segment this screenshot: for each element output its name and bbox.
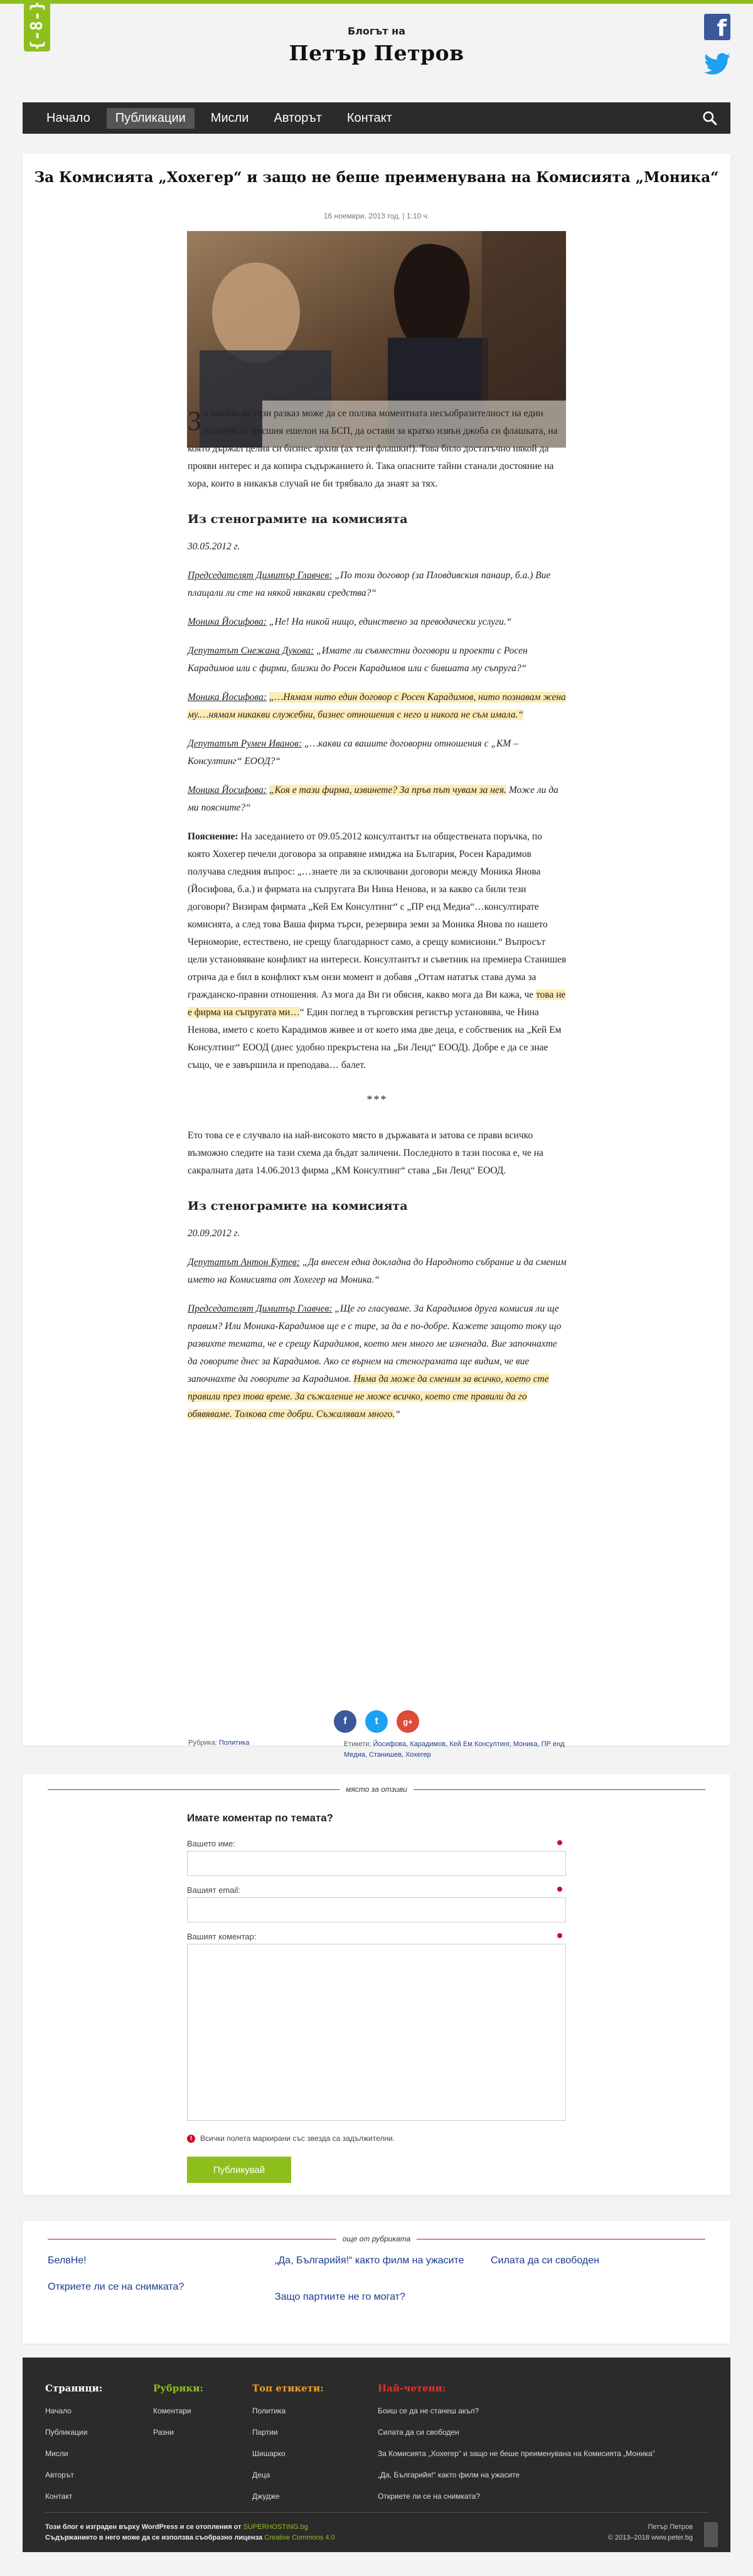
footer-col-title: Рубрики: [153,2383,203,2394]
transcript-line: Депутатът Антон Кутев: „Да внесем една докладна до Народното събрание и да сменим името на Комисията от Хохегер на Моника.“ [188,1257,567,1285]
info-icon: ! [187,2135,195,2143]
transcript-heading-2: Из стенограмите на комисията [188,1199,408,1213]
comment-form-card [23,1774,730,2195]
share-googleplus-icon[interactable]: g+ [397,1710,419,1733]
footer-logo-icon [704,2522,718,2547]
transcript-line: Депутатът Румен Иванов: „…какви са вашите договорни отношения с „КМ – Консултинг“ ЕООД?“ [188,738,518,767]
transcript-line: Моника Йосифова: „…Нямам нито един договор с Росен Карадимов, нито познавам жена му.…нямам никакви служебни, бизнес отношения с него и никога не съм имала.“ [188,692,566,720]
transcript-line: Председателят Димитър Главчев: „По този договор (за Пловдивския панаир, б.а.) Вие плащали ли сте на някой някакви средства?“ [188,570,551,598]
footer-link[interactable]: Авторът [45,2471,74,2479]
footer-link[interactable]: Мисли [45,2449,68,2458]
comment-form-title: Имате коментар по темата? [187,1812,334,1824]
related-posts-card [23,2221,730,2344]
site-title-name: Петър Петров [289,41,464,65]
footer-col-tags [252,2383,324,2507]
footer-link[interactable]: Силата да си свободен [378,2428,459,2437]
transcript-line: Председателят Димитър Главчев: „Ще го гласуваме. За Карадимов друга комисия ли ще правим? Или Моника-Карадимов ще е с тире, за да е по-добре. Кажете защото току що развихте темата, че е срещу Карадимов, което мен много ме изненада. Вие започнахте да говорите днес за Карадимов. Ако се върнем на стенограмата ще видим, че вие започнахте да говорите за Карадимов. Няма да може да сменим за всичко, което сте правили през това време. За съжаление не може всичко, което сте правили да го обявяваме. Толкова сте добри. Съжалявам много.“ [188,1303,562,1420]
footer-link[interactable]: Откриете ли се на снимката? [378,2492,480,2501]
site-title[interactable] [0,25,753,65]
footer-link[interactable]: Политика [252,2406,286,2415]
footer-divider [45,2512,708,2513]
required-marker [557,1887,562,1892]
footer-link[interactable]: Контакт [45,2492,73,2501]
footer-col-pages [45,2383,102,2507]
article-card [23,154,730,1759]
logo-text: {-8-} [28,1,46,51]
nav-item-posts[interactable]: Публикации [107,108,195,129]
footer-link[interactable]: Партии [252,2428,278,2437]
nav-item-home[interactable]: Начало [46,110,90,125]
related-link[interactable]: „Да, Българийя!“ както филм на ужасите [275,2255,464,2266]
nav-item-author[interactable]: Авторът [274,110,322,125]
site-title-pre: Блогът на [348,25,405,37]
social-links [704,14,730,75]
article-tags: Етикети: Йосифова, Карадимов, Кей Ем Консултинг, Моника, ПР енд Медиа, Станишев, Хохегер [344,1740,565,1759]
article-meta: 16 ноември, 2013 год. | 1:10 ч. [323,212,430,220]
article-body [188,405,567,1435]
article-category: Рубрика: Политика [188,1739,250,1747]
comment-label: Вашият коментар: [187,1932,257,1941]
footer-copyright: Петър Петров © 2013–2018 www.peter.bg [607,2523,693,2541]
footer-col-categories [153,2383,203,2443]
twitter-icon[interactable] [704,53,730,75]
footer-link[interactable]: Разни [153,2428,174,2437]
footer-link[interactable]: Боиш се да не станеш акъл? [378,2406,479,2415]
footer-link[interactable]: Шишарко [252,2449,286,2458]
footer-col-title: Най-четени: [378,2383,446,2394]
category-link[interactable]: Политика [218,1739,250,1747]
top-accent-stripe [0,0,753,4]
related-link[interactable]: Силата да си свободен [491,2255,599,2266]
transcript-date-1: 30.05.2012 г. [188,541,240,552]
footer-link[interactable]: Начало [45,2406,72,2415]
footer-link[interactable]: Джудже [252,2492,280,2501]
footer-col-title: Топ етикети: [252,2383,324,2394]
transcript-line: Моника Йосифова: „Не! На никой нищо, единствено за преводачески услуги.“ [188,617,512,627]
hosting-link[interactable]: SUPERHOSTING.bg [243,2523,308,2531]
required-marker [557,1933,562,1938]
share-buttons [23,1710,730,1733]
related-link[interactable]: Защо партиите не го могат? [275,2292,405,2302]
license-link[interactable]: Creative Commons 4.0 [264,2534,335,2541]
required-marker [557,1840,562,1845]
comments-divider: място за отзиви [48,1789,705,1790]
transcript-line: Депутатът Снежана Дукова: „Имате ли съвместни договори и проекти с Росен Карадимов или с фирми, близки до Росен Карадимов или с бившата му съпруга?“ [188,645,528,674]
related-link[interactable]: Откриете ли се на снимката? [48,2282,184,2292]
transcript-line: Моника Йосифова: „Коя е тази фирма, извинете? За пръв път чувам за нея. Може ли да ми поясните?“ [188,785,558,813]
email-input[interactable] [187,1897,566,1922]
submit-comment-button[interactable]: Публикувай [187,2157,291,2183]
search-icon[interactable] [702,110,718,126]
article-title: За Комисията „Хохегер“ и защо не беше преименувана на Комисията „Моника“ [34,169,719,186]
comment-textarea[interactable] [187,1944,566,2121]
footer-link[interactable]: Публикации [45,2428,88,2437]
footer-link[interactable]: „Да, Българийя!“ както филм на ужасите [378,2471,520,2479]
share-facebook-icon[interactable]: f [334,1710,356,1733]
transcript-date-2: 20.09.2012 г. [188,1228,240,1239]
share-twitter-icon[interactable]: t [365,1710,388,1733]
article-paragraph: Ето това се е случвало на най-високото място в държавата и затова се прави всичко възможно следите на тази схема да бъдат заличени. Последното в тази посока е, че на сакралната дата 14.06.2013 фирма „КМ Консултинг“ става „Би Ленд“ ЕООД. [188,1130,543,1176]
name-input[interactable] [187,1851,566,1876]
footer-link[interactable]: За Комисията „Хохегер“ и защо не беше преименувана на Комисията „Моника“ [378,2449,655,2458]
nav-item-thoughts[interactable]: Мисли [210,110,249,125]
separator-stars: *** [366,1093,388,1106]
footer-link[interactable]: Коментари [153,2406,191,2415]
email-label: Вашият email: [187,1885,240,1895]
tag-links[interactable]: Йосифова, Карадимов, Кей Ем Консултинг, Моника, ПР енд Медиа, Станишев, Хохегер [344,1740,565,1759]
related-link[interactable]: БелвНе! [48,2255,87,2266]
footer-col-popular [378,2383,717,2507]
site-footer [23,2358,730,2552]
footer-link[interactable]: Деца [252,2471,270,2479]
nav-item-contact[interactable]: Контакт [346,110,392,125]
footer-col-title: Страници: [45,2383,103,2394]
main-nav [23,102,730,134]
name-label: Вашето име: [187,1839,235,1848]
article-intro: За начало на този разказ може да се ползва моментната несъобразителност на един политик от висшия ешелон на БСП, да остави за кратко извън джоба си флашката, на която държал целия си бизнес архив (ах тези флашки!). Това било достатъчно някой да прояви интерес и да копира съдържанието ѝ. Така опасните тайни станали достояние на хора, които в никакъв случай не би трябвало да знаят за тях. [188,406,558,489]
explanation: Пояснение: На заседанието от 09.05.2012 консултантът на обществената поръчка, по която Хохегер печели договора за оправяне имиджа на България, Росен Карадимов получава следния въпрос: „…знаете ли за сключвани договори между Моника Янова (Йосифова, б.а.) и фирмата на съпругата Ви Нина Ненова, и за какво са били тези договори? Визирам фирмата „Кей Ем Консултинг“ с „ПР енд Медиа“…консултирате комисията, а след това Ваша фирма търси, резервира земи за Моника Янова по нашето Черноморие, естествено, не срещу благодарност само, а срещу комисиони.“ Въпросът цели установяване конфликт на интереси. Консултантът и съветник на премиера Станишев отрича да е бил в конфликт към онзи момент и добавя „Оттам нататък става дума за гражданско-правни отношения. Аз мога да Ви ги обясня, какво мога да Ви кажа, че това не е фирма на съпругата ми…“ Един поглед в търговския регистър установява, че Нина Ненова, името с което Карадимов живее и от което има две деца, е собственик на „Кей Ем Консултинг“ ЕООД (днес удобно прекръстена на „Би Ленд“ ЕООД). Добре е да се знае също, че е завършила и преподава… балет. [188,831,567,1070]
required-note: ! Всички полета маркирани със звезда са задължителни. [187,2134,395,2143]
footer-credits: Този блог е изграден върху WordPress и се отопления от SUPERHOSTING.bg Съдържанието в него може да се използва съобразно лиценза Creative Commons 4.0 [45,2523,335,2541]
facebook-icon[interactable]: f [704,14,730,40]
transcript-heading-1: Из стенограмите на комисията [188,512,408,526]
